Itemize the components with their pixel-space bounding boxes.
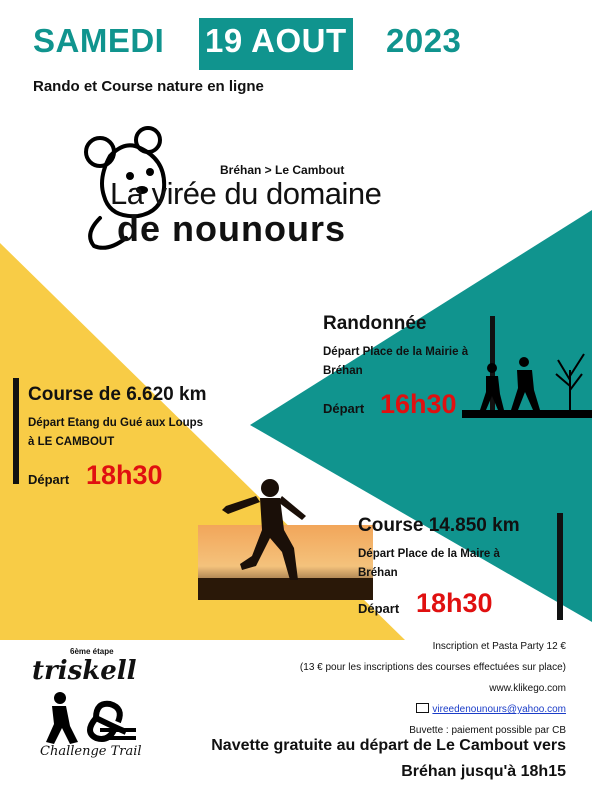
course-long-place-2: Bréhan [358,567,398,579]
mail-icon [416,703,429,713]
course-long-bar [557,513,563,620]
course-long-depart-label: Départ [358,601,400,616]
course-short-title: Course de 6.620 km [28,384,207,405]
course-short-place-1: Départ Etang du Gué aux Loups [28,417,204,429]
triskell-stage: 6ème étape [70,647,114,656]
logo-line2: de nounours [117,208,346,249]
header-date: 19 AOUT [199,18,353,70]
header-year: 2023 [386,22,462,59]
triskell-emblem-icon [38,688,138,748]
course-short-place-2: à LE CAMBOUT [28,436,115,448]
info-email-row [206,699,566,720]
navette-line-2: Bréhan jusqu'à 18h15 [401,763,566,780]
info-inscription: Inscription et Pasta Party 12 € [432,641,566,652]
rando-title: Randonnée [323,313,427,334]
logo-location: Bréhan > Le Cambout [220,163,345,177]
navette-line-1: Navette gratuite au départ de Le Cambout vers [211,737,566,754]
course-short-bar [13,378,19,484]
triskell-name: triskell [32,656,137,686]
rando-place-2: Bréhan [323,365,363,377]
hikers-silhouette-icon [462,330,592,418]
triskell-sub: Challenge Trail [40,744,142,759]
course-long-time: 18h30 [416,588,493,618]
course-long-place-1: Départ Place de la Maire à [358,548,500,560]
rando-time: 16h30 [380,389,457,419]
header-day: SAMEDI [33,22,165,59]
info-email[interactable]: vireedenounours@yahoo.com [432,704,566,715]
info-buvette: Buvette : paiement possible par CB [409,725,566,736]
info-website[interactable]: www.klikego.com [489,683,566,694]
runner-photo [198,470,373,600]
rando-depart-label: Départ [323,401,365,416]
course-long-title: Course 14.850 km [358,515,520,536]
course-short-depart-label: Départ [28,472,70,487]
info-inscription-note: (13 € pour les inscriptions des courses effectuées sur place) [299,662,566,673]
course-short-time: 18h30 [86,460,163,490]
rando-place-1: Départ Place de la Mairie à [323,346,469,358]
logo-line1: La virée du domaine [110,176,382,211]
subtitle: Rando et Course nature en ligne [33,78,264,95]
